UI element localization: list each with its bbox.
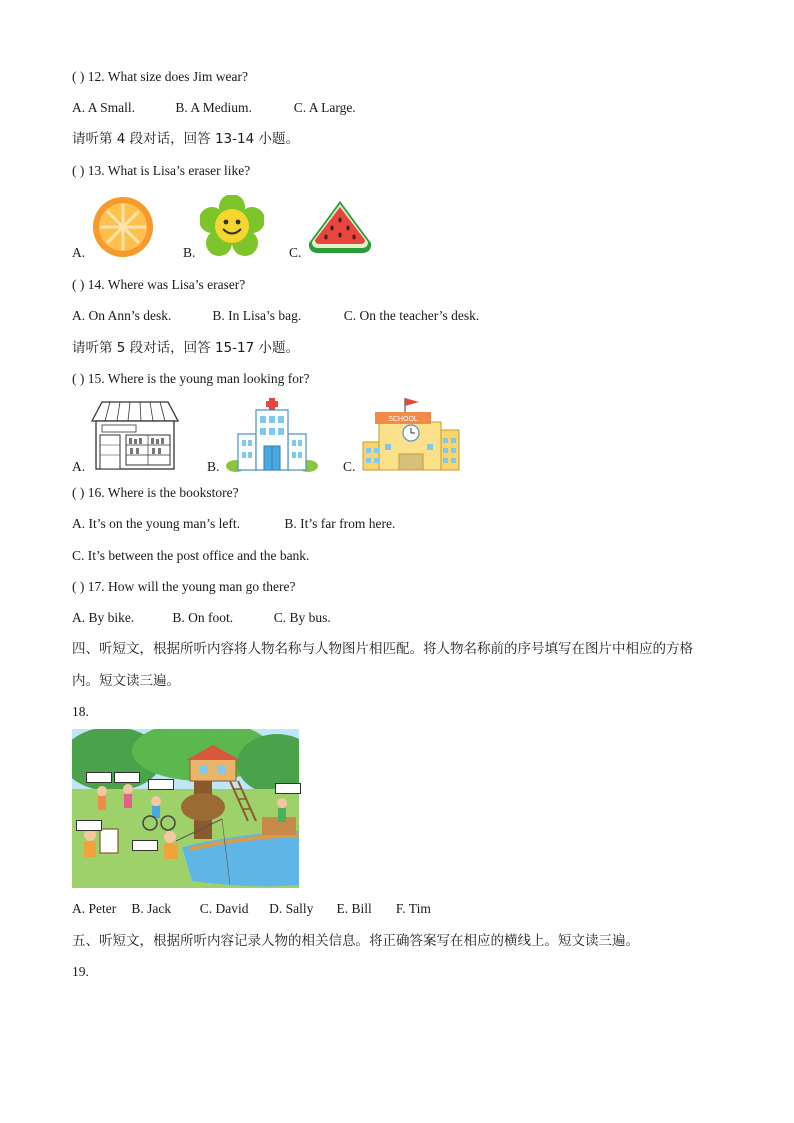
q12-option-a: A. A Small. — [72, 100, 136, 115]
q18-name-options — [72, 900, 431, 918]
answer-box-6[interactable] — [132, 840, 158, 851]
q17-options — [72, 609, 331, 627]
q15-question: ( ) 15. Where is the young man looking for? — [72, 371, 310, 386]
q15-label-c: C. — [343, 459, 356, 474]
section-5-heading: 请听第 5 段对话，回答 15-17 小题。 — [72, 340, 299, 356]
answer-box-3[interactable] — [148, 779, 174, 790]
q16-option-a: A. It’s on the young man’s left. — [72, 516, 240, 531]
name-option-c: C. David — [199, 901, 249, 916]
part-4-heading-line1: 四、听短文，根据所听内容将人物名称与人物图片相匹配。将人物名称前的序号填写在图片中相应的方格 — [72, 641, 693, 657]
q17-option-c: C. By bus. — [273, 610, 331, 625]
q15-label-a: A. — [72, 459, 86, 474]
answer-box-1[interactable] — [86, 772, 112, 783]
q13-label-b: B. — [183, 245, 196, 260]
q16-option-b: B. It’s far from here. — [284, 516, 396, 531]
part-5-heading: 五、听短文，根据所听内容记录人物的相关信息。将正确答案写在相应的横线上。短文读三遍。 — [72, 933, 639, 949]
q14-question: ( ) 14. Where was Lisa’s eraser? — [72, 277, 246, 292]
q12-option-c: C. A Large. — [293, 100, 356, 115]
bookstore-icon — [90, 399, 180, 471]
section-4-heading: 请听第 4 段对话，回答 13-14 小题。 — [72, 131, 299, 147]
q14-option-a: A. On Ann’s desk. — [72, 308, 172, 323]
q17-option-b: B. On foot. — [172, 610, 234, 625]
q16-options — [72, 515, 395, 533]
q12-question: ( ) 12. What size does Jim wear? — [72, 69, 248, 84]
q16-option-c: C. It’s between the post office and the bank. — [72, 548, 310, 563]
watermelon-slice-icon — [306, 198, 374, 256]
q15-label-b: B. — [207, 459, 220, 474]
answer-box-4[interactable] — [275, 783, 301, 794]
part-4-heading-line2: 内。短文读三遍。 — [72, 673, 180, 689]
answer-box-2[interactable] — [114, 772, 140, 783]
smiley-flower-icon — [200, 195, 264, 257]
park-scene-illustration — [72, 729, 299, 888]
answer-box-5[interactable] — [76, 820, 102, 831]
q14-options — [72, 307, 479, 325]
name-option-a: A. Peter — [72, 901, 117, 916]
q12-option-b: B. A Medium. — [175, 100, 252, 115]
q18-number: 18. — [72, 704, 89, 719]
q17-option-a: A. By bike. — [72, 610, 135, 625]
name-option-d: D. Sally — [269, 901, 314, 916]
park-scene-picture — [72, 729, 299, 888]
q19-number: 19. — [72, 964, 89, 979]
q13-label-c: C. — [289, 245, 302, 260]
q13-question: ( ) 13. What is Lisa’s eraser like? — [72, 163, 251, 178]
q12-options — [72, 99, 356, 117]
q13-label-a: A. — [72, 245, 86, 260]
orange-slice-icon — [90, 196, 156, 258]
school-sign-label: SCHOOL — [388, 416, 418, 423]
school-icon — [361, 396, 461, 472]
q17-question: ( ) 17. How will the young man go there? — [72, 579, 296, 594]
name-option-f: F. Tim — [395, 901, 431, 916]
name-option-e: E. Bill — [336, 901, 372, 916]
q14-option-b: B. In Lisa’s bag. — [212, 308, 302, 323]
q16-question: ( ) 16. Where is the bookstore? — [72, 485, 239, 500]
q14-option-c: C. On the teacher’s desk. — [343, 308, 480, 323]
hospital-icon — [226, 396, 318, 472]
name-option-b: B. Jack — [131, 901, 172, 916]
